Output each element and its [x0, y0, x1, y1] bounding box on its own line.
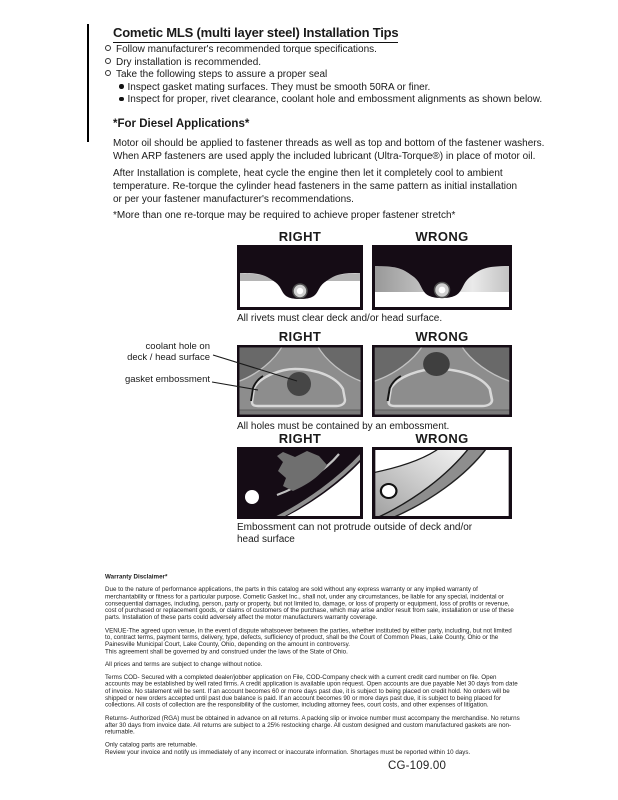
bolt-hole	[245, 490, 259, 504]
figure3-right-image	[237, 447, 363, 519]
warranty-paragraph: Terms COD- Secured with a completed dealer/jobber application on File, COD-Company check with a current credit card number on file. Open accounts may be established by well rated firms. A credit application is available upon request. Open accounts are due payable Net 30 days from date of invoice. No statement will be sent. If an account becomes 60 or more days past due, it is subject to being placed on credit hold. No orders will be shipped or new orders accepted until past due balance is paid. If an account becomes 90 or more days past due, it is subject to being placed for collections. All costs of collection are the responsibility of the customer, including attorney fees, court costs, and other expenses of litigation.	[105, 672, 518, 709]
dot-bullet-icon	[119, 84, 124, 89]
list-item	[119, 82, 542, 95]
ring-bullet-icon	[105, 70, 111, 76]
tip-text: Dry installation is recommended.	[116, 56, 262, 68]
warranty-paragraph: Due to the nature of performance applications, the parts in this catalog are sold without any express warranty or any implied warranty of merchantability or fitness for a particular purpose. Cometic Gasket Inc., shall not, under any circumstances, be liable for any special, incidental or consequential damages, including, person, party or property, but not limited to, damage, or loss of property or equipment, loss of profits or revenue, cost of purchased or replacement goods, or claims of customers of the purchase, which may arise and/or result from sale, installation or use of these parts. Installation of these parts could adversely affect the motor manufacturers warranty coverage.	[105, 585, 514, 621]
coolant-hole	[423, 352, 450, 376]
installation-tips-list	[105, 44, 542, 107]
diesel-paragraph-1	[113, 137, 544, 163]
retorque-note: *More than one re-torque may be required to achieve proper fastener stretch*	[113, 210, 456, 221]
list-item	[119, 94, 542, 107]
page-code: CG-109.00	[388, 760, 447, 772]
tip-text: Inspect for proper, rivet clearance, coolant hole and embossment alignments as shown below.	[127, 94, 543, 106]
page-title: Cometic MLS (multi layer steel) Installation Tips	[113, 25, 398, 43]
figure3-wrong-label: WRONG	[415, 431, 469, 446]
paragraph-line: After Installation is complete, heat cycle the engine then let it completely cool to ambient	[113, 168, 503, 179]
paragraph-line: When ARP fasteners are used apply the included lubricant (Ultra-Torque®) in place of motor oil.	[113, 151, 536, 162]
diesel-heading: *For Diesel Applications*	[113, 118, 250, 130]
warranty-paragraph: VENUE-The agreed upon venue, in the event of dispute whatsoever between the parties, whether instituted by either party, including, but not limited to, contract terms, payment terms, delivery, type, defects, sufficiency of product, shall be the Court of Common Pleas, Lake County, Ohio or the Painesville Municipal Court, Lake County, Ohio, depending on the amount in controversy. This agreement shall be governed by and construed under the laws of the State of Ohio.	[105, 626, 512, 655]
tip-text: Inspect gasket mating surfaces. They must be smooth 50RA or finer.	[127, 81, 431, 93]
figure1-wrong-image	[372, 245, 512, 310]
list-item	[105, 44, 542, 57]
ring-bullet-icon	[105, 45, 111, 51]
list-item	[105, 69, 542, 82]
gasket-embossment-annotation: gasket embossment	[124, 374, 210, 385]
warranty-heading: Warranty Disclaimer*	[105, 572, 168, 580]
warranty-paragraph: Only catalog parts are returnable. Review your invoice and notify us immediately of any incorrect or inaccurate information. Shortages must be reported within 10 days.	[105, 740, 471, 755]
bolt-hole	[381, 484, 397, 498]
figure1-right-image	[237, 245, 363, 310]
list-item	[105, 57, 542, 70]
figure1-right-label: RIGHT	[278, 229, 322, 244]
paragraph-line: Motor oil should be applied to fastener threads as well as top and bottom of the fastener washers.	[113, 138, 545, 149]
figure2-wrong-image	[372, 345, 512, 417]
figure2-right-label: RIGHT	[278, 329, 322, 344]
ring-bullet-icon	[105, 58, 111, 64]
figure3-wrong-image	[372, 447, 512, 519]
figure2-caption: All holes must be contained by an embossment.	[237, 421, 450, 432]
leader-lines	[205, 348, 300, 396]
paragraph-line: temperature. Re-torque the cylinder head fasteners in the same pattern as initial installation	[113, 181, 518, 192]
figure1-wrong-label: WRONG	[415, 229, 469, 244]
diesel-paragraph-2	[113, 167, 517, 206]
warranty-paragraph: Returns- Authorized (RGA) must be obtained in advance on all returns. A packing slip or invoice number must accompany the merchandise. No returns after 30 days from invoice date. All returns are subject to a 25% restocking charge. All custom designed and custom manufactured gaskets are non-returnable.	[105, 713, 520, 736]
dot-bullet-icon	[119, 97, 124, 102]
figure3-caption: Embossment can not protrude outside of deck and/or head surface	[237, 522, 473, 545]
warranty-paragraph: All prices and terms are subject to change without notice.	[105, 659, 263, 668]
figure2-wrong-label: WRONG	[415, 329, 469, 344]
figure3-right-label: RIGHT	[278, 431, 322, 446]
tip-text: Follow manufacturer's recommended torque specifications.	[116, 44, 377, 55]
page-edge-line	[87, 24, 89, 142]
figure1-caption: All rivets must clear deck and/or head surface.	[237, 313, 443, 324]
warranty-disclaimer	[105, 573, 520, 761]
coolant-hole-annotation: coolant hole on deck / head surface	[127, 341, 210, 363]
paragraph-line: or per your fastener manufacturer's recommendations.	[113, 194, 354, 205]
tip-text: Take the following steps to assure a proper seal	[116, 69, 328, 81]
